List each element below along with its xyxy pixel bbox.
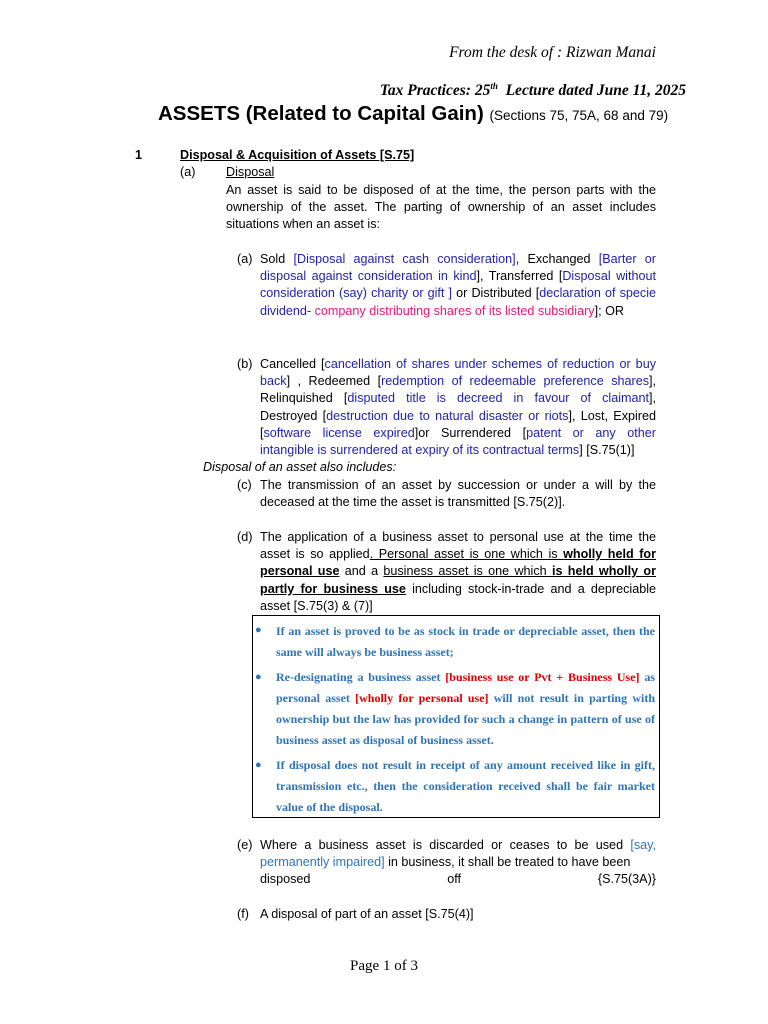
page-title (158, 102, 668, 126)
item-b-seg: ]or Surrendered [ (414, 425, 527, 440)
item-d-seg: and a (339, 564, 384, 579)
item-a-text (260, 251, 656, 320)
item-a-seg: ]; OR (594, 303, 624, 318)
item-b-seg: ] , Redeemed [ (286, 374, 382, 389)
item-d-emphasis: wholly held for personal use (260, 547, 657, 579)
item-d-text (260, 529, 656, 615)
item-a-note: [Disposal against cash consideration] (293, 252, 516, 266)
item-b-seg: ], Lost, Expired [ (260, 408, 656, 440)
item-b-seg: ], Destroyed [ (260, 391, 657, 423)
note-highlight: [wholly for personal use] (355, 691, 489, 705)
item-d-seg: including stock-in-trade and a depreciable asset [S.75(3) & (7)] (260, 581, 656, 613)
item-b-note: disputed title is decreed in favour of claimant (347, 391, 650, 406)
item-b-seg: Cancelled [ (260, 357, 325, 371)
title-sections: (Sections 75, 75A, 68 and 79) (489, 108, 669, 123)
note-seg: as personal asset (276, 670, 656, 705)
item-b-note: software license expired (263, 425, 415, 440)
item-c-text: The transmission of an asset by succession or under a will by the deceased at the time the asset is transmitted [S.75(2)]. (260, 478, 656, 510)
item-a-note: [Barter or disposal against consideration in kind (260, 252, 656, 284)
bullet-icon: ● (255, 759, 262, 771)
disposal-intro: An asset is said to be disposed of at the time, the person parts with the ownership of the asset. The parting of ownership of an asset includes situations when an asset is: (226, 183, 656, 232)
item-d-underlined: . Personal asset is one which is (369, 547, 564, 562)
note-seg: will not result in parting with ownership but the law has provided for such a change in pattern of use of business asset as disposal of business asset. (276, 691, 655, 747)
item-a-label: (a) (237, 252, 253, 266)
item-e-word: off (447, 872, 462, 887)
desk-attribution: From the desk of : Rizwan Manai (449, 44, 656, 61)
subsection-heading: Disposal (226, 165, 275, 179)
item-e-text (260, 837, 656, 889)
item-c-label: (c) (237, 478, 252, 492)
item-a-note: declaration of specie dividend- (260, 286, 657, 318)
item-a-seg: or Distributed [ (452, 286, 540, 301)
lecture-prefix: Tax Practices: 25 (379, 82, 491, 99)
item-f-text: A disposal of part of an asset [S.75(4)] (260, 907, 474, 921)
section-heading: Disposal & Acquisition of Assets [S.75] (180, 148, 415, 162)
item-b-note: destruction due to natural disaster or riots (326, 408, 569, 423)
bullet-icon: ● (255, 624, 262, 636)
lecture-ordinal: th (490, 81, 498, 91)
also-includes-heading: Disposal of an asset also includes: (203, 460, 397, 474)
item-b-note: patent or any other intangible is surrendered at expiry of its contractual terms (260, 425, 656, 458)
item-a-seg: ], Transferred [ (476, 269, 563, 284)
item-f-label: (f) (237, 907, 249, 921)
item-d-emphasis: is held wholly or partly for business use (260, 564, 656, 596)
item-e-seg: in business, it shall be treated to have been (384, 855, 631, 870)
item-b-seg: ] [S.75(1)] (579, 443, 635, 458)
note-bullet-3: If disposal does not result in receipt of any amount received like in gift, transmission etc., then the consideration received shall be fair market value of the disposal. (276, 758, 655, 814)
item-e-ref: {S.75(3A)} (597, 872, 656, 887)
item-d-underlined: business asset is one which (383, 564, 552, 579)
note-seg: Re-designating a business asset (276, 670, 446, 684)
item-b-note: redemption of redeemable preference shares (381, 374, 649, 389)
item-b-seg: ], Relinquished [ (260, 374, 656, 406)
item-a-seg: Sold (260, 252, 294, 266)
page-number: Page 1 of 3 (350, 958, 418, 974)
bullet-icon: ● (255, 671, 262, 683)
lecture-date: Lecture dated June 11, 2025 (505, 82, 686, 99)
item-d-label: (d) (237, 530, 253, 544)
item-d-seg: The application of a business asset to personal use at the time the asset is so applied (260, 530, 656, 562)
item-e-tail (260, 871, 656, 888)
item-e-label: (e) (237, 838, 253, 852)
note-bullet-1: If an asset is proved to be as stock in trade or depreciable asset, then the same will always be business asset; (276, 624, 655, 659)
item-e-seg: Where a business asset is discarded or ceases to be used (260, 838, 631, 852)
item-b-note: cancellation of shares under schemes of reduction or buy back (260, 357, 656, 389)
item-a-note: Disposal without consideration (say) charity or gift ] (260, 269, 656, 301)
subsection-label: (a) (180, 165, 196, 179)
item-e-body (260, 837, 656, 871)
item-e-note: [say, permanently impaired] (260, 838, 656, 870)
lecture-line (380, 81, 686, 100)
item-b-label: (b) (237, 357, 253, 371)
note-bullet-2 (276, 667, 655, 751)
note-highlight: [business use or Pvt + Business Use] (445, 670, 640, 684)
title-main: ASSETS (Related to Capital Gain) (158, 102, 484, 125)
item-a-seg: , Exchanged (515, 252, 599, 266)
section-number: 1 (135, 148, 143, 162)
item-e-word: disposed (260, 872, 311, 887)
item-a-highlight: company distributing shares of its listed subsidiary (311, 303, 595, 318)
item-b-text (260, 356, 656, 459)
